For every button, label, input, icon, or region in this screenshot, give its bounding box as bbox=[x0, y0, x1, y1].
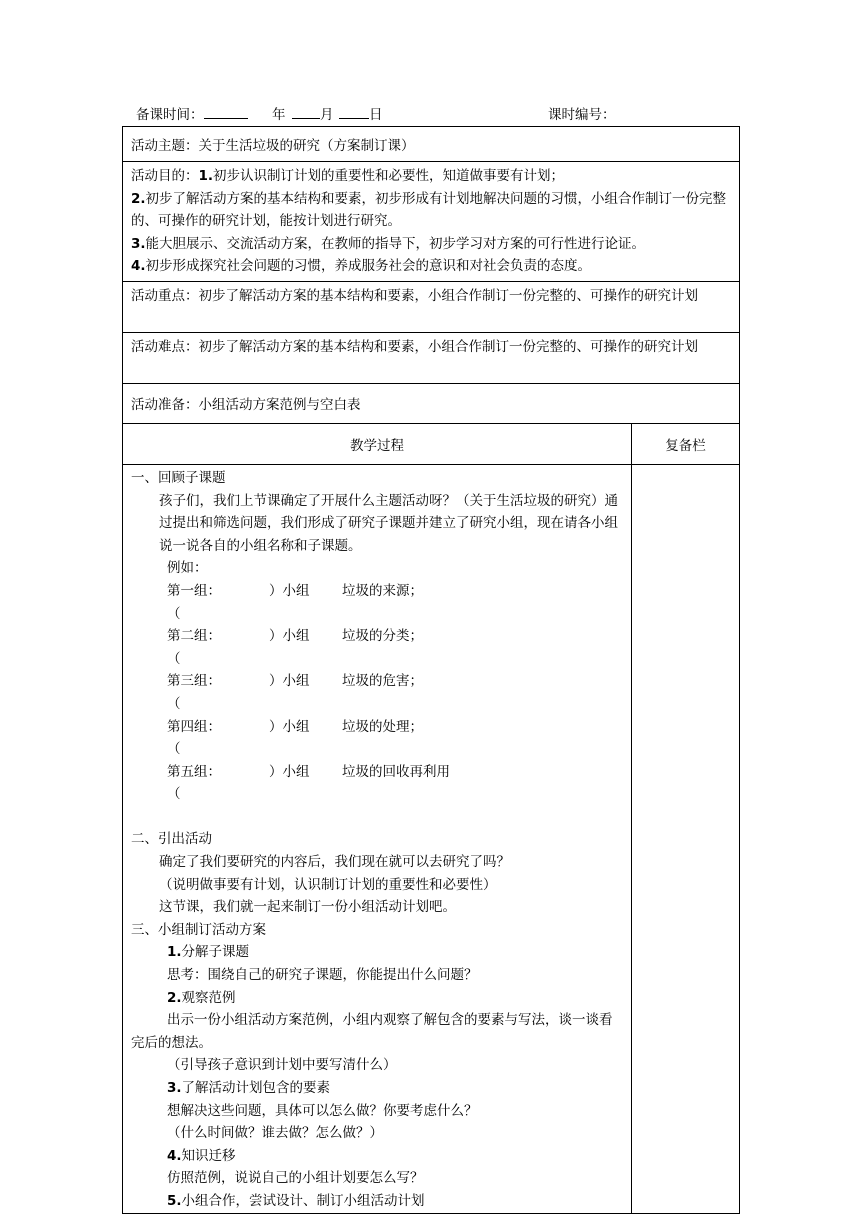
day-blank[interactable] bbox=[339, 104, 369, 119]
group-name: 第四组：（ bbox=[167, 718, 221, 758]
goal-item-4 bbox=[131, 255, 731, 278]
day-field bbox=[339, 104, 383, 126]
example-label: 例如： bbox=[167, 560, 208, 577]
section-2-title: 二、引出活动 bbox=[131, 831, 212, 848]
activity-focus: 活动重点：初步了解活动方案的基本结构和要素，小组合作制订一份完整的、可操作的研究计划 bbox=[131, 287, 698, 304]
document-header bbox=[136, 104, 736, 126]
activity-theme: 活动主题：关于生活垃圾的研究（方案制订课） bbox=[131, 138, 415, 154]
group-row-4 bbox=[131, 716, 623, 761]
step-title: 了解活动计划包含的要素 bbox=[181, 1080, 331, 1096]
step-2-note: （引导孩子意识到计划中要写清什么） bbox=[167, 1057, 397, 1074]
goal-number: 3. bbox=[131, 235, 146, 252]
difficulty-cell bbox=[123, 332, 740, 383]
goal-number: 1. bbox=[198, 168, 214, 184]
lesson-plan-table bbox=[122, 126, 740, 1214]
step-number: 4. bbox=[167, 1147, 182, 1164]
section-3-title: 三、小组制订活动方案 bbox=[131, 921, 266, 938]
goal-item-1 bbox=[131, 165, 731, 188]
goal-item-2 bbox=[131, 188, 731, 233]
group-name: 第一组：（ bbox=[167, 582, 221, 622]
step-title: 观察范例 bbox=[181, 989, 236, 1006]
group-name: 第五组：（ bbox=[167, 763, 221, 803]
group-topic: 垃圾的分类； bbox=[342, 628, 423, 645]
step-2-title bbox=[131, 987, 623, 1010]
step-2-paragraph: 出示一份小组活动方案范例，小组内观察了解包含的要素与写法，谈一谈看完后的想法。 bbox=[131, 1012, 613, 1051]
section-2-paragraph-1: 确定了我们要研究的内容后，我们现在就可以去研究了吗？ bbox=[159, 854, 510, 871]
group-unit: ）小组 bbox=[269, 763, 310, 780]
preparation-row bbox=[123, 383, 740, 423]
month-label: 月 bbox=[320, 107, 334, 123]
process-header-row bbox=[123, 423, 740, 464]
group-unit: ）小组 bbox=[269, 582, 310, 599]
theme-row bbox=[123, 127, 740, 162]
goals-row bbox=[123, 162, 740, 282]
section-2-paragraph-2: （说明做事要有计划，认识制订计划的重要性和必要性） bbox=[159, 876, 497, 893]
day-label: 日 bbox=[369, 107, 383, 123]
group-topic: 垃圾的回收再利用 bbox=[342, 763, 450, 780]
year-blank[interactable] bbox=[204, 104, 248, 119]
step-number: 2. bbox=[167, 989, 182, 1006]
group-row-5 bbox=[131, 761, 623, 806]
step-title: 小组合作，尝试设计、制订小组活动计划 bbox=[181, 1192, 425, 1209]
process-header: 教学过程 bbox=[123, 423, 632, 464]
goal-item-3 bbox=[131, 233, 731, 256]
goal-text: 初步了解活动方案的基本结构和要素，初步形成有计划地解决问题的习惯，小组合作制订一份完整的、可操作的研究计划，能按计划进行研究。 bbox=[131, 190, 727, 230]
blank-line bbox=[131, 806, 623, 829]
section-1-paragraph: 孩子们，我们上节课确定了开展什么主题活动呀？（关于生活垃圾的研究）通过提出和筛选问题，我们形成了研究子课题并建立了研究小组，现在请各小组说一说各自的小组名称和子课题。 bbox=[159, 492, 618, 554]
group-row-2 bbox=[131, 625, 623, 670]
section-1-title: 一、回顾子课题 bbox=[131, 469, 226, 486]
group-row-1 bbox=[131, 580, 623, 625]
activity-preparation: 活动准备：小组活动方案范例与空白表 bbox=[131, 397, 361, 414]
teaching-process-cell bbox=[123, 464, 632, 1213]
step-1-paragraph: 思考：围绕自己的研究子课题，你能提出什么问题？ bbox=[167, 967, 478, 984]
process-body-row bbox=[123, 464, 740, 1213]
focus-cell bbox=[123, 281, 740, 332]
step-title: 知识迁移 bbox=[181, 1147, 236, 1164]
step-number: 3. bbox=[167, 1080, 182, 1096]
step-title: 分解子课题 bbox=[181, 944, 250, 961]
focus-row bbox=[123, 281, 740, 332]
step-1-title bbox=[131, 941, 623, 964]
group-name: 第三组：（ bbox=[167, 673, 221, 712]
theme-cell bbox=[123, 127, 740, 162]
group-name: 第二组：（ bbox=[167, 628, 221, 667]
goal-text: 初步形成探究社会问题的习惯，养成服务社会的意识和对社会负责的态度。 bbox=[145, 258, 592, 275]
group-topic: 垃圾的处理； bbox=[342, 718, 423, 735]
difficulty-row bbox=[123, 332, 740, 383]
month-blank[interactable] bbox=[292, 104, 320, 119]
step-3-note: （什么时间做？谁去做？怎么做？） bbox=[167, 1125, 383, 1142]
goal-text: 初步认识制订计划的重要性和必要性，知道做事要有计划； bbox=[213, 168, 565, 184]
group-row-3 bbox=[131, 670, 623, 715]
step-3-title bbox=[131, 1077, 623, 1100]
lesson-number-label: 课时编号： bbox=[548, 107, 616, 123]
notes-header: 复备栏 bbox=[632, 423, 740, 464]
group-topic: 垃圾的危害； bbox=[342, 673, 423, 690]
goals-cell bbox=[123, 162, 740, 282]
prep-time-label: 备课时间： bbox=[136, 107, 204, 123]
notes-cell[interactable] bbox=[632, 464, 740, 1213]
step-number: 5. bbox=[167, 1192, 182, 1209]
step-number: 1. bbox=[167, 944, 182, 961]
year-label: 年 bbox=[272, 107, 286, 123]
section-2-paragraph-3: 这节课，我们就一起来制订一份小组活动计划吧。 bbox=[159, 899, 456, 916]
goal-text: 能大胆展示、交流活动方案，在教师的指导下，初步学习对方案的可行性进行论证。 bbox=[145, 235, 646, 252]
group-unit: ）小组 bbox=[269, 628, 310, 645]
goals-label: 活动目的： bbox=[131, 168, 199, 184]
month-field bbox=[292, 104, 334, 126]
group-unit: ）小组 bbox=[269, 718, 310, 735]
activity-difficulty: 活动难点：初步了解活动方案的基本结构和要素，小组合作制订一份完整的、可操作的研究计划 bbox=[131, 338, 698, 355]
preparation-cell bbox=[123, 383, 740, 423]
step-3-paragraph: 想解决这些问题，具体可以怎么做？你要考虑什么？ bbox=[167, 1102, 478, 1119]
group-unit: ）小组 bbox=[269, 673, 310, 690]
goal-number: 2. bbox=[131, 190, 146, 207]
step-4-title bbox=[131, 1145, 623, 1168]
step-5-title bbox=[131, 1190, 623, 1213]
step-4-paragraph: 仿照范例，说说自己的小组计划要怎么写？ bbox=[167, 1170, 424, 1187]
goal-number: 4. bbox=[131, 258, 146, 275]
prep-time-field bbox=[136, 104, 248, 126]
group-topic: 垃圾的来源； bbox=[342, 582, 423, 599]
